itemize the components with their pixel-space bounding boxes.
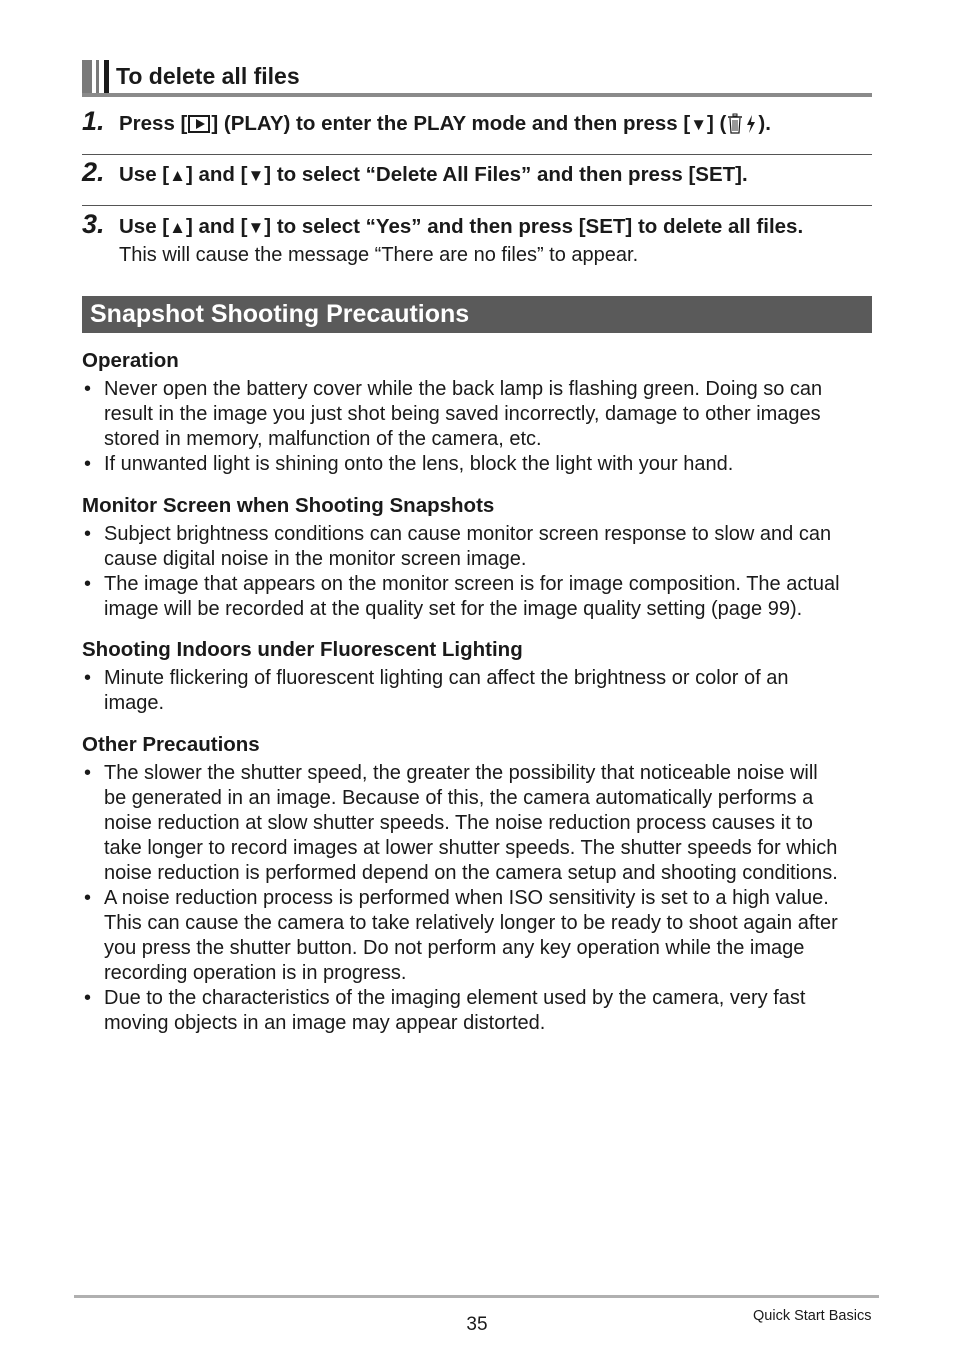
list-line: moving objects in an image may appear distorted.	[104, 1012, 546, 1034]
list-line: noise reduction is performed depend on the camera setup and shooting conditions.	[104, 862, 838, 884]
step-number: 3.	[82, 209, 105, 239]
monitor-list	[82, 522, 882, 622]
up-arrow-icon: ▲	[169, 218, 186, 237]
bullet: •	[84, 453, 92, 475]
bullet: •	[84, 887, 92, 909]
section-banner	[82, 296, 872, 333]
subheading-operation: Operation	[82, 349, 179, 372]
step-1	[82, 106, 872, 142]
bullet: •	[84, 762, 92, 784]
step-divider	[82, 154, 872, 155]
step-divider	[82, 205, 872, 206]
list-line: be generated in an image. Because of this, the camera automatically performs a	[104, 787, 814, 809]
bullet: •	[84, 987, 92, 1009]
list-line: image.	[104, 692, 165, 714]
list-line: The slower the shutter speed, the greater the possibility that noticeable noise will	[104, 762, 818, 784]
list-line: The image that appears on the monitor screen is for image composition. The actual	[104, 573, 840, 595]
heading-rule	[82, 93, 872, 97]
step-number: 2.	[82, 157, 105, 187]
step-text: Use [▲] and [▼] to select “Yes” and then press [SET] to delete all files.	[119, 215, 804, 238]
list-line: Minute flickering of fluorescent lighting can affect the brightness or color of an	[104, 667, 789, 689]
step-text: Press [ ] (PLAY) to enter the PLAY mode and then press [▼] ( ).	[119, 112, 771, 141]
heading-marker	[104, 60, 109, 96]
flash-icon	[744, 113, 758, 141]
down-arrow-icon: ▼	[247, 218, 265, 237]
step-3	[82, 209, 872, 271]
list-line: stored in memory, malfunction of the camera, etc.	[104, 428, 542, 450]
step-text: Use [▲] and [▼] to select “Delete All Files” and then press [SET].	[119, 163, 748, 186]
list-line: image will be recorded at the quality set for the image quality setting (page 99).	[104, 598, 803, 620]
list-line: If unwanted light is shining onto the lens, block the light with your hand.	[104, 453, 734, 475]
list-line: recording operation is in progress.	[104, 962, 407, 984]
list-line: result in the image you just shot being saved incorrectly, damage to other images	[104, 403, 821, 425]
bullet: •	[84, 667, 92, 689]
heading-marker	[82, 60, 92, 96]
bullet: •	[84, 523, 92, 545]
footer-section-label: Quick Start Basics	[753, 1308, 872, 1324]
list-line: Due to the characteristics of the imaging element used by the camera, very fast	[104, 987, 806, 1009]
list-line: Never open the battery cover while the back lamp is flashing green. Doing so can	[104, 378, 823, 400]
list-line: cause digital noise in the monitor screen image.	[104, 548, 527, 570]
down-arrow-icon: ▼	[247, 166, 265, 185]
subheading-other: Other Precautions	[82, 733, 260, 756]
list-line: A noise reduction process is performed when ISO sensitivity is set to a high value.	[104, 887, 829, 909]
other-list	[82, 761, 882, 1041]
list-line: Subject brightness conditions can cause monitor screen response to slow and can	[104, 523, 832, 545]
step-number: 1.	[82, 106, 105, 136]
operation-list	[82, 377, 882, 477]
down-arrow-icon: ▼	[690, 115, 708, 134]
bullet: •	[84, 378, 92, 400]
subheading-indoors: Shooting Indoors under Fluorescent Lighting	[82, 638, 523, 661]
step-note: This will cause the message “There are no files” to appear.	[119, 244, 639, 266]
trash-icon	[726, 113, 744, 141]
footer-rule	[74, 1295, 879, 1298]
page-number: 35	[466, 1314, 488, 1335]
section-title: To delete all files	[116, 63, 300, 89]
list-line: noise reduction at slow shutter speeds. The noise reduction process causes it to	[104, 812, 813, 834]
up-arrow-icon: ▲	[169, 166, 186, 185]
list-line: take longer to record images at lower shutter speeds. The shutter speeds for which	[104, 837, 838, 859]
list-line: This can cause the camera to take relatively longer to be ready to shoot again after	[104, 912, 838, 934]
step-2	[82, 157, 872, 193]
play-key-icon	[188, 115, 210, 133]
bullet: •	[84, 573, 92, 595]
banner-title: Snapshot Shooting Precautions	[90, 300, 470, 328]
subheading-monitor: Monitor Screen when Shooting Snapshots	[82, 494, 495, 517]
indoors-list	[82, 666, 882, 716]
heading-marker	[96, 60, 99, 96]
list-line: you press the shutter button. Do not perform any key operation while the image	[104, 937, 805, 959]
